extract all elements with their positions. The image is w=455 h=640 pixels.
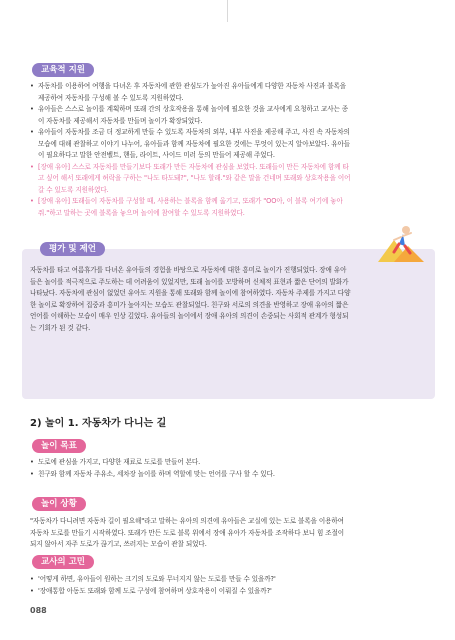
evaluation-label: 평가 및 제언 [40,242,105,256]
support-list [30,81,430,219]
support-item-2: • 유아들은 스스로 놀이를 계획하며 또래 간의 상호작용을 통해 놀이에 필요한 것을 교사에게 요청하고 교사는 종 이 자동차를 제공해서 자동차를 만들며 놀이가 확장되었다. [30,104,430,127]
teacher-concern-label: 교사의 고민 [32,555,94,569]
page-number: 088 [30,606,47,615]
climbing-person-illustration [372,222,432,266]
teacher-concern-list [30,574,430,597]
section-heading: 2) 놀이 1. 자동차가 다니는 길 [30,418,167,429]
support-item-3: • 유아들이 자동차를 조금 더 정교하게 만들 수 있도록 자동차의 외부, 내부 사진을 제공해 주고, 사진 속 자동차의 모습에 대해 관찰하고 이야기 나누어, 유아들과 함께 자동차에 필요한 것에는 무엇이 있는지 알아보았다. 유아들 이 필요하다고 말한 안전벨트, 핸들, 라이트, 사이드 미러 등의 만들어 제공해 주었다. [30,127,430,162]
play-goal-list [30,457,430,480]
play-goal-label: 놀이 목표 [32,439,86,453]
teacher-concern-item-2: • '장애통합 아동도 또래와 함께 도로 구성에 참여하며 상호작용이 이뤄질 수 있을까?' [30,586,430,598]
play-situation-label: 놀이 상황 [32,497,86,511]
play-goal-item-1: • 도로에 관심을 가지고, 다양한 재료로 도로를 만들어 본다. [30,457,430,469]
evaluation-text: 자동차를 타고 여름휴가를 다녀온 유아들의 경험을 바탕으로 자동차에 대한 흥미로 놀이가 진행되었다. 장애 유아 들은 놀이를 적극적으로 주도하는 데 어려움이 있었지만, 또래 놀이를 모방하며 신체적 표현과 짧은 단어의 발화가 나타났다. 자동차에 관심이 없었던 유아도 지원을 통해 또래와 함께 놀이에 참여하였다. 자동차 주제를 가지고 다양 한 놀이로 확장하여 집중과 흥미가 높아지는 모습도 관찰되었다. 친구와 서로의 의견을 반영하고 장애 유아의 짧은 언어를 이해하는 모습이 매우 인상 깊었다. 유아들의 놀이에서 장애 유아의 의견이 손중되는 사회적 관계가 형성되 는 기회가 된 것 같다. [30,266,351,332]
teacher-concern-item-1: • '어떻게 하면, 유아들이 원하는 크기의 도로와 무너지지 않는 도로를 만들 수 있을까?' [30,574,430,586]
support-item-5-disability: • [장애 유아] 또래들이 자동차를 구성할 때, 사용하는 블록을 함께 옮기고, 또래가 "OO아, 이 블록 여기에 놓아 줘."하고 말하는 곳에 블록을 놓으며 놀이에 참여할 수 있도록 지원하였다. [30,196,430,219]
support-item-4-disability: • [장애 유아] 스스로 자동차를 만들기보다 또래가 만든 자동차에 관심을 보였다. 또래들이 만든 자동차에 함께 타 고 싶어 해서 또래에게 허락을 구하는 "나도 타도돼?", "나도 할래."와 같은 말을 건네며 또래와 상호작용을 이어 갈 수 있도록 지원하였다. [30,162,430,197]
header-rule [227,0,228,22]
play-goal-item-2: • 친구와 함께 자동차 주유소, 세차장 놀이를 하며 역할에 맞는 언어를 구사 할 수 있다. [30,469,430,481]
support-item-1: • 자동차를 이용하여 여행을 다녀온 후 자동차에 관한 관심도가 높아진 유아들에게 다양한 자동차 사진과 블록을 제공하여 자동차를 구성해 볼 수 있도록 지원하였다. [30,81,430,104]
support-label: 교육적 지원 [32,63,94,77]
play-situation-text: "자동차가 다니려면 자동차 길이 필요해"라고 말하는 유아의 의견에 유아들은 교실에 있는 도로 블록을 이용하여 자동차 도로를 만들기 시작하였다. 또래가 만든 도로 블록 위에서 장애 유아가 자동차를 조작하다 보니 힘 조절이 되지 않아서 자주 도로가 끊기고, 쓰러지는 모습이 관찰 되었다. [30,517,345,548]
